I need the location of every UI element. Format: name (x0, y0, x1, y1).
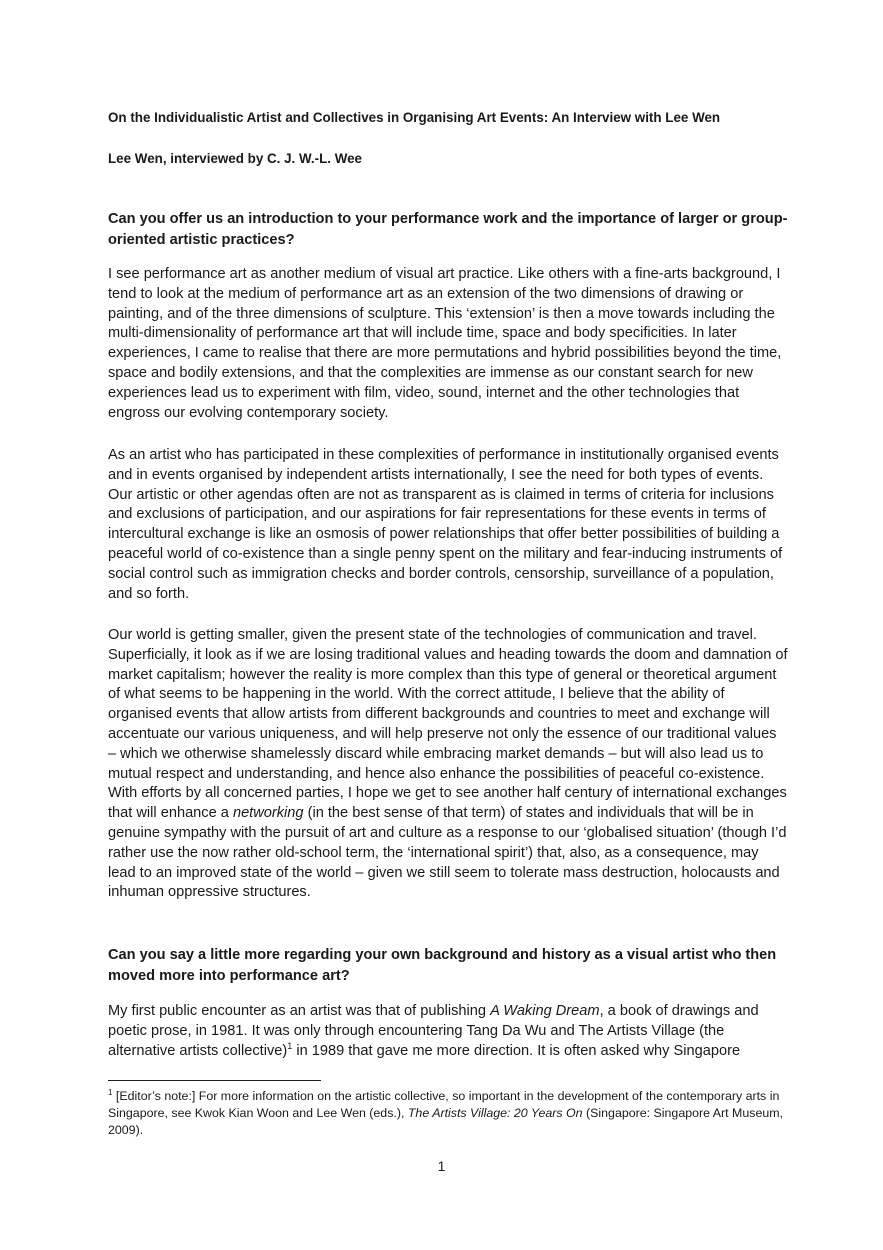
interview-question-1: Can you offer us an introduction to your performance work and the importance of larger or group-oriented artistic practices? (108, 211, 788, 248)
footnote-book-title: The Artists Village: 20 Years On (407, 1106, 583, 1120)
byline: Lee Wen, interviewed by C. J. W.-L. Wee (108, 151, 362, 166)
footnote-marker: 1 (108, 1087, 113, 1097)
document-title: On the Individualistic Artist and Collectives in Organising Art Events: An Interview with Lee Wen (108, 110, 721, 125)
answer-paragraph-3 (108, 626, 788, 903)
footnote-reference: 1 (287, 1040, 293, 1051)
paragraph-4-text-middle: , a book of drawings and poetic prose, in 1981. It was only through encountering Tang Da Wu and The Artists Village (the alternative artists collective) (108, 1003, 759, 1059)
answer-paragraph-4 (108, 1002, 788, 1061)
paragraph-4-text-before: My first public encounter as an artist was that of publishing (108, 1003, 491, 1019)
interview-question-2: Can you say a little more regarding your own background and history as a visual artist who then moved more into performance art? (108, 947, 777, 984)
footnote-text-after: (Singapore: Singapore Art Museum, 2009). (108, 1106, 783, 1137)
answer-paragraph-1: I see performance art as another medium of visual art practice. Like others with a fine-arts background, I tend to look at the medium of performance art as an extension of the two dimensions of drawing or painting, and of the three dimensions of sculpture. This ‘extension’ is then a move towards including the multi-dimensionality of performance art that will include time, space and body specificities. In later experiences, I came to realise that there are more permutations and hybrid possibilities beyond the time, space and bodily extensions, and that the complexities are immense as our constant search for new experiences lead us to experiment with film, video, sound, internet and the other technologies that engross our evolving contemporary society. (108, 266, 782, 421)
footnote-text-before: [Editor’s note:] For more information on the artistic collective, so important in the development of the contemporary arts in Singapore, see Kwok Kian Woon and Lee Wen (eds.), (108, 1089, 780, 1120)
page-number: 1 (437, 1158, 446, 1174)
paragraph-4-text-after: in 1989 that gave me more direction. It is often asked why Singapore (292, 1042, 741, 1059)
paragraph-3-italic-term: networking (232, 805, 304, 822)
paragraph-3-text-after: (in the best sense of that term) of states and individuals that will be in genuine sympathy with the pursuit of art and culture as a response to our ‘globalised situation’ (though I’d rather use the now rather old-school term, the ‘international spirit’) that, also, as a consequence, may lead to an improved state of the world – given we still seem to tolerate mass destruction, holocausts and inhuman oppressive structures. (108, 805, 787, 901)
answer-paragraph-2: As an artist who has participated in these complexities of performance in institutionally organised events and in events organised by independent artists internationally, I see the need for both types of events. Our artistic or other agendas often are not as transparent as is claimed in terms of criteria for inclusions and exclusions of participation, and our aspirations for fair representations for these events in terms of intercultural exchange is like an osmosis of power relationships that offer better possibilities of building a peaceful world of co-existence than a single penny spent on the military and fear-inducing instruments of social control such as immigration checks and border controls, censorship, surveillance of a population, and so forth. (108, 447, 783, 602)
paragraph-3-text-before: Our world is getting smaller, given the present state of the technologies of communication and travel. Superficially, it look as if we are losing traditional values and heading towards the doom and damnation of market capitalism; however the reality is more complex than this type of general or theoretical argument of what seems to be happening in the world. With the correct attitude, I believe that the ability of organised events that allow artists from different backgrounds and countries to meet and exchange will accentuate our various uniqueness, and will help preserve not only the essence of our traditional values – which we otherwise shamelessly discard while embracing market demands – but will also lead us to mutual respect and understanding, and hence also enhance the possibilities of peaceful co-existence. With efforts by all concerned parties, I hope we get to see another half century of international exchanges that will enhance a (108, 627, 788, 822)
book-title: A Waking Dream (490, 1003, 600, 1019)
footnote-divider (108, 1080, 321, 1081)
footnote (108, 1088, 788, 1139)
